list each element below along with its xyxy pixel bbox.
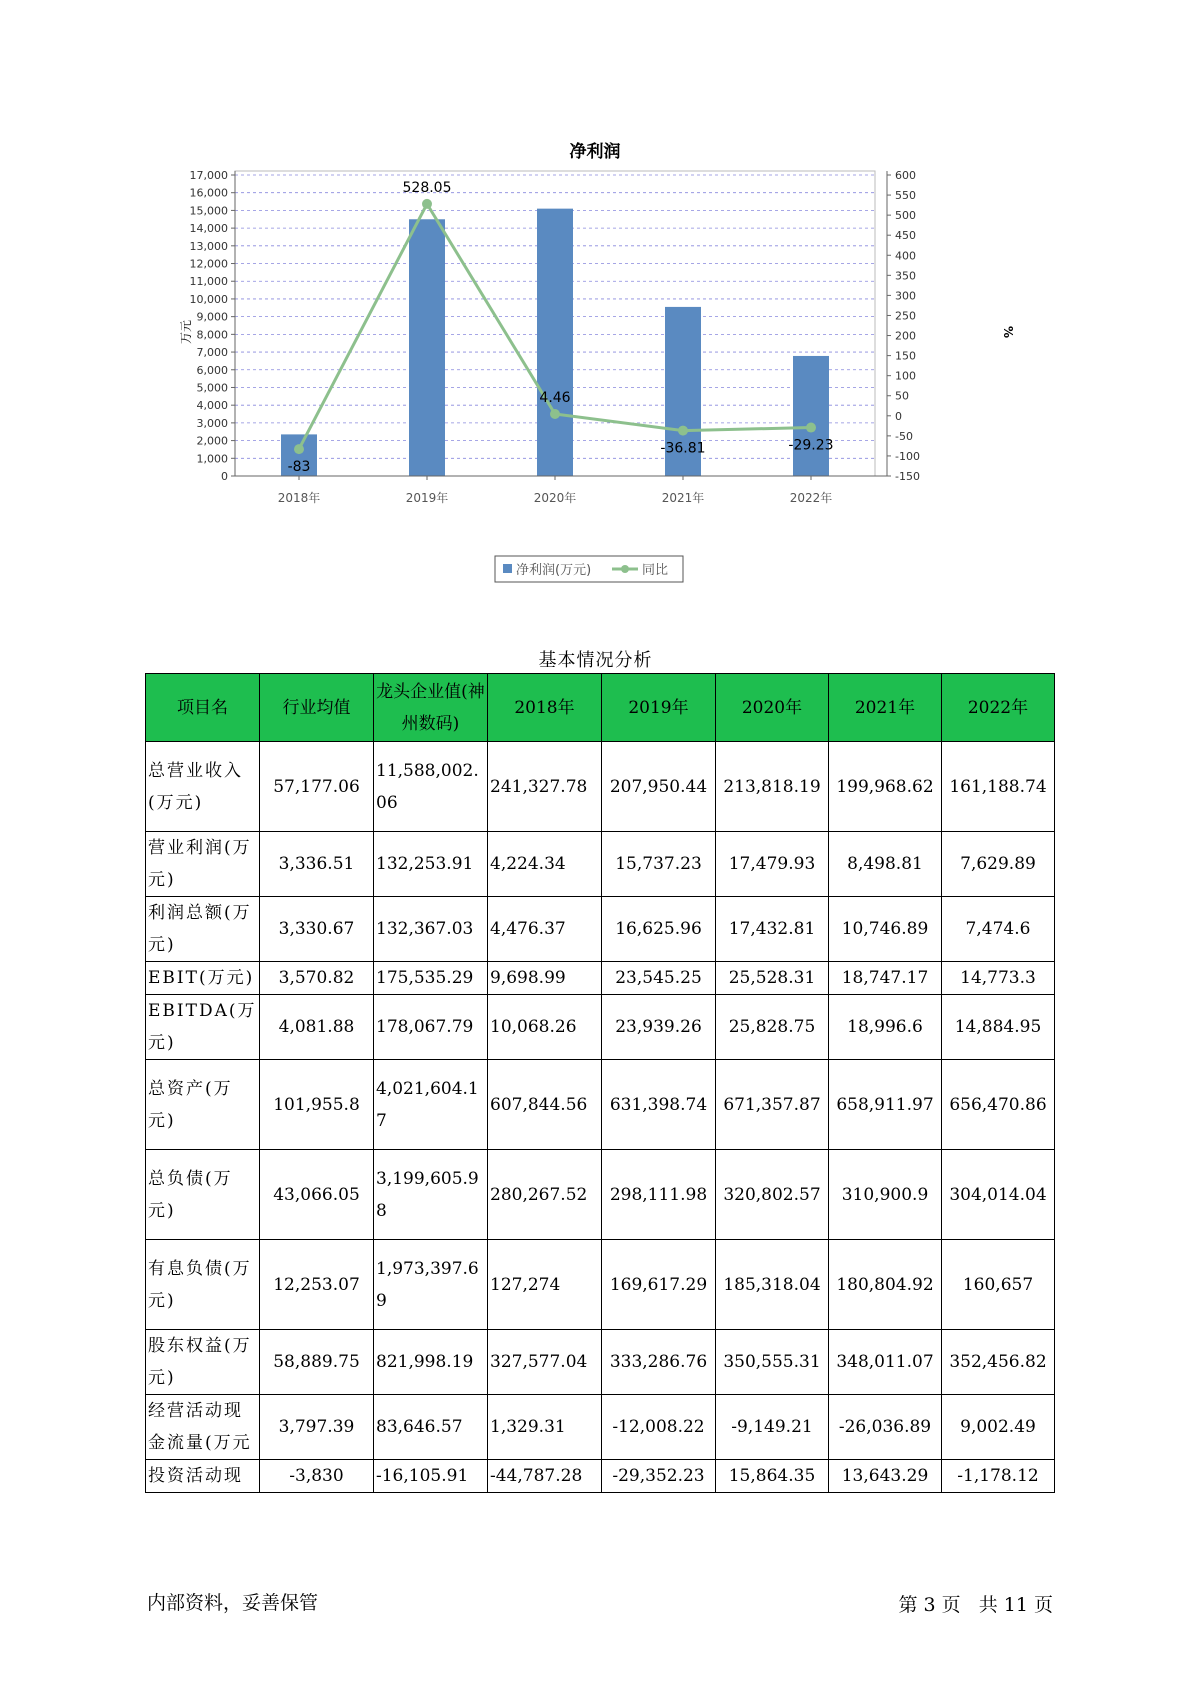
value-cell: 132,367.03 — [374, 897, 488, 962]
value-cell: 7,629.89 — [942, 832, 1055, 897]
value-cell: 3,199,605.98 — [374, 1150, 488, 1240]
value-cell: 18,747.17 — [829, 962, 942, 995]
left-tick-label: 4,000 — [196, 399, 228, 413]
value-cell: 10,068.26 — [488, 995, 602, 1060]
value-cell: 280,267.52 — [488, 1150, 602, 1240]
row-label-cell: 经营活动现金流量(万元 — [146, 1395, 260, 1460]
left-tick-label: 10,000 — [189, 292, 228, 306]
left-tick-label: 12,000 — [189, 257, 228, 271]
header-leader-value: 龙头企业值(神州数码) — [374, 674, 488, 742]
right-tick-label: 50 — [895, 389, 909, 403]
value-cell: 9,002.49 — [942, 1395, 1055, 1460]
right-tick-label: 150 — [895, 349, 916, 363]
value-cell: 304,014.04 — [942, 1150, 1055, 1240]
table-header-row — [146, 674, 1055, 742]
footer-page-number: 第 3 页 共 11 页 — [898, 1594, 1053, 1616]
value-cell: 4,476.37 — [488, 897, 602, 962]
value-cell: 13,643.29 — [829, 1460, 942, 1493]
value-cell: 4,081.88 — [260, 995, 374, 1060]
net-profit-chart — [170, 130, 1030, 590]
legend-bar-label: 净利润(万元) — [516, 563, 592, 578]
left-tick-label: 15,000 — [189, 204, 228, 218]
yoy-point — [550, 409, 560, 419]
chart-legend — [495, 556, 683, 582]
right-tick-label: 100 — [895, 369, 916, 383]
yoy-data-label: -29.23 — [788, 437, 834, 454]
value-cell: 4,224.34 — [488, 832, 602, 897]
value-cell: 3,797.39 — [260, 1395, 374, 1460]
x-tick-label: 2018年 — [277, 491, 321, 505]
right-axis-label: % — [1001, 325, 1015, 339]
value-cell: 607,844.56 — [488, 1060, 602, 1150]
header-2019: 2019年 — [602, 674, 716, 742]
header-2018: 2018年 — [488, 674, 602, 742]
value-cell: 310,900.9 — [829, 1150, 942, 1240]
legend-line-marker — [621, 565, 629, 573]
value-cell: 132,253.91 — [374, 832, 488, 897]
right-tick-label: 550 — [895, 189, 916, 203]
value-cell: 175,535.29 — [374, 962, 488, 995]
x-tick-label: 2021年 — [661, 491, 705, 505]
row-label-cell: EBITDA(万元) — [146, 995, 260, 1060]
table-row — [146, 1240, 1055, 1330]
table-row — [146, 1060, 1055, 1150]
value-cell: 161,188.74 — [942, 742, 1055, 832]
value-cell: 821,998.19 — [374, 1330, 488, 1395]
value-cell: -1,178.12 — [942, 1460, 1055, 1493]
value-cell: 17,432.81 — [716, 897, 829, 962]
chart-title: 净利润 — [569, 142, 621, 162]
value-cell: 25,528.31 — [716, 962, 829, 995]
value-cell: 298,111.98 — [602, 1150, 716, 1240]
table-row — [146, 832, 1055, 897]
table-row — [146, 1150, 1055, 1240]
value-cell: 12,253.07 — [260, 1240, 374, 1330]
left-tick-label: 17,000 — [189, 169, 228, 182]
value-cell: 16,625.96 — [602, 897, 716, 962]
right-tick-label: 250 — [895, 309, 916, 323]
right-tick-label: 350 — [895, 269, 916, 283]
value-cell: 11,588,002.06 — [374, 742, 488, 832]
value-cell: 15,864.35 — [716, 1460, 829, 1493]
yoy-point — [422, 199, 432, 209]
value-cell: 1,973,397.69 — [374, 1240, 488, 1330]
value-cell: 671,357.87 — [716, 1060, 829, 1150]
value-cell: 58,889.75 — [260, 1330, 374, 1395]
value-cell: 14,773.3 — [942, 962, 1055, 995]
right-tick-label: 450 — [895, 229, 916, 243]
yoy-point — [678, 426, 688, 436]
value-cell: 8,498.81 — [829, 832, 942, 897]
value-cell: -12,008.22 — [602, 1395, 716, 1460]
table-row — [146, 1330, 1055, 1395]
left-tick-label: 5,000 — [196, 381, 228, 395]
value-cell: -16,105.91 — [374, 1460, 488, 1493]
left-tick-label: 14,000 — [189, 222, 228, 236]
x-tick-label: 2020年 — [533, 491, 577, 505]
yoy-point — [806, 423, 816, 433]
value-cell: 9,698.99 — [488, 962, 602, 995]
left-tick-label: 0 — [221, 470, 228, 483]
left-tick-label: 8,000 — [196, 328, 228, 342]
header-2020: 2020年 — [716, 674, 829, 742]
value-cell: -9,149.21 — [716, 1395, 829, 1460]
row-label-cell: 总负债(万元) — [146, 1150, 260, 1240]
value-cell: 101,955.8 — [260, 1060, 374, 1150]
table-title: 基本情况分析 — [538, 650, 653, 671]
yoy-data-label: -36.81 — [660, 440, 706, 457]
row-label-cell: 股东权益(万元) — [146, 1330, 260, 1395]
right-tick-label: -100 — [895, 449, 920, 463]
value-cell: 348,011.07 — [829, 1330, 942, 1395]
left-tick-label: 9,000 — [196, 310, 228, 324]
value-cell: 631,398.74 — [602, 1060, 716, 1150]
right-tick-label: 600 — [895, 169, 916, 182]
yoy-point — [294, 444, 304, 454]
value-cell: 169,617.29 — [602, 1240, 716, 1330]
yoy-data-label: -83 — [287, 459, 311, 476]
value-cell: 43,066.05 — [260, 1150, 374, 1240]
value-cell: 83,646.57 — [374, 1395, 488, 1460]
footer-confidential-note: 内部资料，妥善保管 — [147, 1592, 319, 1614]
legend-bar-swatch — [503, 564, 512, 573]
header-industry-avg: 行业均值 — [260, 674, 374, 742]
value-cell: 160,657 — [942, 1240, 1055, 1330]
row-label-cell: 总营业收入(万元) — [146, 742, 260, 832]
value-cell: 327,577.04 — [488, 1330, 602, 1395]
right-tick-label: -150 — [895, 470, 920, 483]
value-cell: 3,336.51 — [260, 832, 374, 897]
value-cell: 10,746.89 — [829, 897, 942, 962]
value-cell: 241,327.78 — [488, 742, 602, 832]
value-cell: 656,470.86 — [942, 1060, 1055, 1150]
value-cell: 25,828.75 — [716, 995, 829, 1060]
bar-2019年 — [409, 219, 445, 476]
x-tick-label: 2019年 — [405, 491, 449, 505]
x-tick-label: 2022年 — [789, 491, 833, 505]
header-2022: 2022年 — [942, 674, 1055, 742]
left-tick-label: 13,000 — [189, 239, 228, 253]
left-tick-label: 3,000 — [196, 416, 228, 430]
yoy-data-label: 528.05 — [402, 179, 452, 196]
right-tick-label: 400 — [895, 249, 916, 263]
value-cell: 17,479.93 — [716, 832, 829, 897]
value-cell: -3,830 — [260, 1460, 374, 1493]
left-axis-label: 万元 — [179, 319, 193, 345]
value-cell: 18,996.6 — [829, 995, 942, 1060]
left-tick-label: 11,000 — [189, 275, 228, 289]
value-cell: -29,352.23 — [602, 1460, 716, 1493]
row-label-cell: EBIT(万元) — [146, 962, 260, 995]
value-cell: 127,274 — [488, 1240, 602, 1330]
header-item-name: 项目名 — [146, 674, 260, 742]
value-cell: 333,286.76 — [602, 1330, 716, 1395]
value-cell: 207,950.44 — [602, 742, 716, 832]
left-tick-label: 7,000 — [196, 346, 228, 360]
yoy-data-label: 4.46 — [539, 390, 571, 407]
value-cell: 3,330.67 — [260, 897, 374, 962]
table-row — [146, 995, 1055, 1060]
row-label-cell: 总资产(万元) — [146, 1060, 260, 1150]
chart-bars — [281, 209, 829, 476]
left-tick-label: 2,000 — [196, 434, 228, 448]
header-2021: 2021年 — [829, 674, 942, 742]
row-label-cell: 有息负债(万元) — [146, 1240, 260, 1330]
table-row — [146, 1460, 1055, 1493]
left-tick-label: 1,000 — [196, 452, 228, 466]
legend-line-label: 同比 — [642, 563, 669, 578]
value-cell: 1,329.31 — [488, 1395, 602, 1460]
value-cell: 178,067.79 — [374, 995, 488, 1060]
table-row — [146, 1395, 1055, 1460]
row-label-cell: 利润总额(万元) — [146, 897, 260, 962]
value-cell: 4,021,604.17 — [374, 1060, 488, 1150]
left-tick-label: 16,000 — [189, 186, 228, 200]
table-row — [146, 897, 1055, 962]
value-cell: 352,456.82 — [942, 1330, 1055, 1395]
value-cell: 15,737.23 — [602, 832, 716, 897]
table-row — [146, 742, 1055, 832]
value-cell: 23,939.26 — [602, 995, 716, 1060]
value-cell: 3,570.82 — [260, 962, 374, 995]
right-tick-label: 500 — [895, 209, 916, 223]
value-cell: 350,555.31 — [716, 1330, 829, 1395]
value-cell: 14,884.95 — [942, 995, 1055, 1060]
bar-2022年 — [793, 356, 829, 476]
value-cell: -26,036.89 — [829, 1395, 942, 1460]
value-cell: 199,968.62 — [829, 742, 942, 832]
value-cell: 57,177.06 — [260, 742, 374, 832]
bar-2020年 — [537, 209, 573, 476]
right-tick-label: 300 — [895, 289, 916, 303]
value-cell: 23,545.25 — [602, 962, 716, 995]
table-row — [146, 962, 1055, 995]
value-cell: 180,804.92 — [829, 1240, 942, 1330]
row-label-cell: 投资活动现 — [146, 1460, 260, 1493]
row-label-cell: 营业利润(万元) — [146, 832, 260, 897]
value-cell: 185,318.04 — [716, 1240, 829, 1330]
left-tick-label: 6,000 — [196, 363, 228, 377]
value-cell: 658,911.97 — [829, 1060, 942, 1150]
value-cell: 320,802.57 — [716, 1150, 829, 1240]
right-tick-label: -50 — [895, 429, 913, 443]
value-cell: 7,474.6 — [942, 897, 1055, 962]
value-cell: 213,818.19 — [716, 742, 829, 832]
value-cell: -44,787.28 — [488, 1460, 602, 1493]
basic-analysis-table — [145, 673, 1055, 1493]
right-tick-label: 200 — [895, 329, 916, 343]
right-tick-label: 0 — [895, 409, 902, 423]
